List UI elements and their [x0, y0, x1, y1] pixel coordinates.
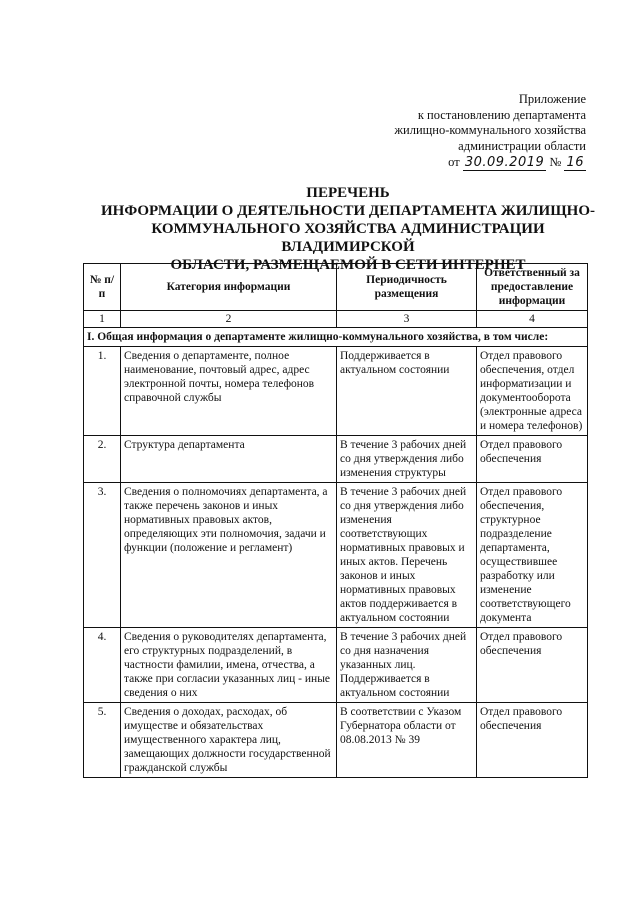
- header-number: № п/п: [84, 264, 121, 311]
- row-number: 3.: [84, 483, 121, 628]
- column-index: 1: [84, 311, 121, 328]
- header-category: Категория информации: [121, 264, 337, 311]
- appendix-date-line: [326, 155, 586, 171]
- row-responsible: Отдел правового обеспечения, структурное подразделение департамента, осуществившее разработку или изменение соответствующего документа: [477, 483, 588, 628]
- table-header-row: [84, 264, 588, 311]
- title-line: ПЕРЕЧЕНЬ: [306, 185, 390, 201]
- row-periodicity: В течение 3 рабочих дней со дня назначения указанных лиц. Поддерживается в актуальном состоянии: [337, 628, 477, 703]
- column-index: 4: [477, 311, 588, 328]
- table-row: [84, 347, 588, 436]
- appendix-block: [326, 92, 586, 171]
- appendix-line: к постановлению департамента: [417, 107, 586, 122]
- row-category: Сведения о полномочиях департамента, а также перечень законов и иных нормативных правовых актов, определяющих эти полномочия, задачи и функции (положение и регламент): [121, 483, 337, 628]
- header-responsible: Ответственный за предоставление информации: [477, 264, 588, 311]
- date-prefix: от: [448, 155, 460, 169]
- row-number: 4.: [84, 628, 121, 703]
- row-responsible: Отдел правового обеспечения: [477, 628, 588, 703]
- row-responsible: Отдел правового обеспечения, отдел информатизации и документооборота (электронные адреса и номера телефонов): [477, 347, 588, 436]
- row-periodicity: Поддерживается в актуальном состоянии: [337, 347, 477, 436]
- row-number: 2.: [84, 436, 121, 483]
- table-row: [84, 436, 588, 483]
- handwritten-date: 30.09.2019: [464, 155, 545, 170]
- row-periodicity: В течение 3 рабочих дней со дня утверждения либо изменения структуры: [337, 436, 477, 483]
- column-index: 3: [337, 311, 477, 328]
- column-index: 2: [121, 311, 337, 328]
- number-prefix: №: [549, 155, 562, 169]
- row-category: Сведения о департаменте, полное наименование, почтовый адрес, адрес электронной почты, номера телефонов справочной службы: [121, 347, 337, 436]
- row-number: 1.: [84, 347, 121, 436]
- row-periodicity: В соответствии с Указом Губернатора области от 08.08.2013 № 39: [337, 703, 477, 778]
- title-line: ОБЛАСТИ, РАЗМЕЩАЕМОЙ В СЕТИ ИНТЕРНЕТ: [170, 257, 526, 273]
- table-row: [84, 483, 588, 628]
- row-responsible: Отдел правового обеспечения: [477, 436, 588, 483]
- header-periodicity: Периодичность размещения: [337, 264, 477, 311]
- table-row: [84, 628, 588, 703]
- section-heading: I. Общая информация о департаменте жилищно-коммунального хозяйства, в том числе:: [84, 328, 588, 347]
- table-row: [84, 703, 588, 778]
- section-row: [84, 328, 588, 347]
- row-category: Структура департамента: [121, 436, 337, 483]
- row-number: 5.: [84, 703, 121, 778]
- handwritten-number: 16: [566, 155, 584, 170]
- information-table: [83, 263, 588, 778]
- title-line: ИНФОРМАЦИИ О ДЕЯТЕЛЬНОСТИ ДЕПАРТАМЕНТА ЖИЛИЩНО-: [100, 203, 596, 219]
- appendix-line: Приложение: [518, 92, 586, 106]
- document-title: [88, 184, 608, 274]
- title-line: КОММУНАЛЬНОГО ХОЗЯЙСТВА АДМИНИСТРАЦИИ ВЛАДИМИРСКОЙ: [151, 221, 545, 255]
- appendix-line: жилищно-коммунального хозяйства: [394, 123, 586, 137]
- row-category: Сведения о доходах, расходах, об имуществе и обязательствах имущественного характера лиц, замещающих должности государственной гражданской службы: [121, 703, 337, 778]
- row-category: Сведения о руководителях департамента, его структурных подразделений, в частности фамилии, имена, отчества, а также при согласии указанных лиц - иные сведения о них: [121, 628, 337, 703]
- column-index-row: [84, 311, 588, 328]
- row-responsible: Отдел правового обеспечения: [477, 703, 588, 778]
- row-periodicity: В течение 3 рабочих дней со дня утверждения либо изменения соответствующих нормативных правовых и иных актов. Перечень законов и иных нормативных правовых актов поддерживается в актуальном состоянии: [337, 483, 477, 628]
- appendix-line: администрации области: [458, 138, 586, 153]
